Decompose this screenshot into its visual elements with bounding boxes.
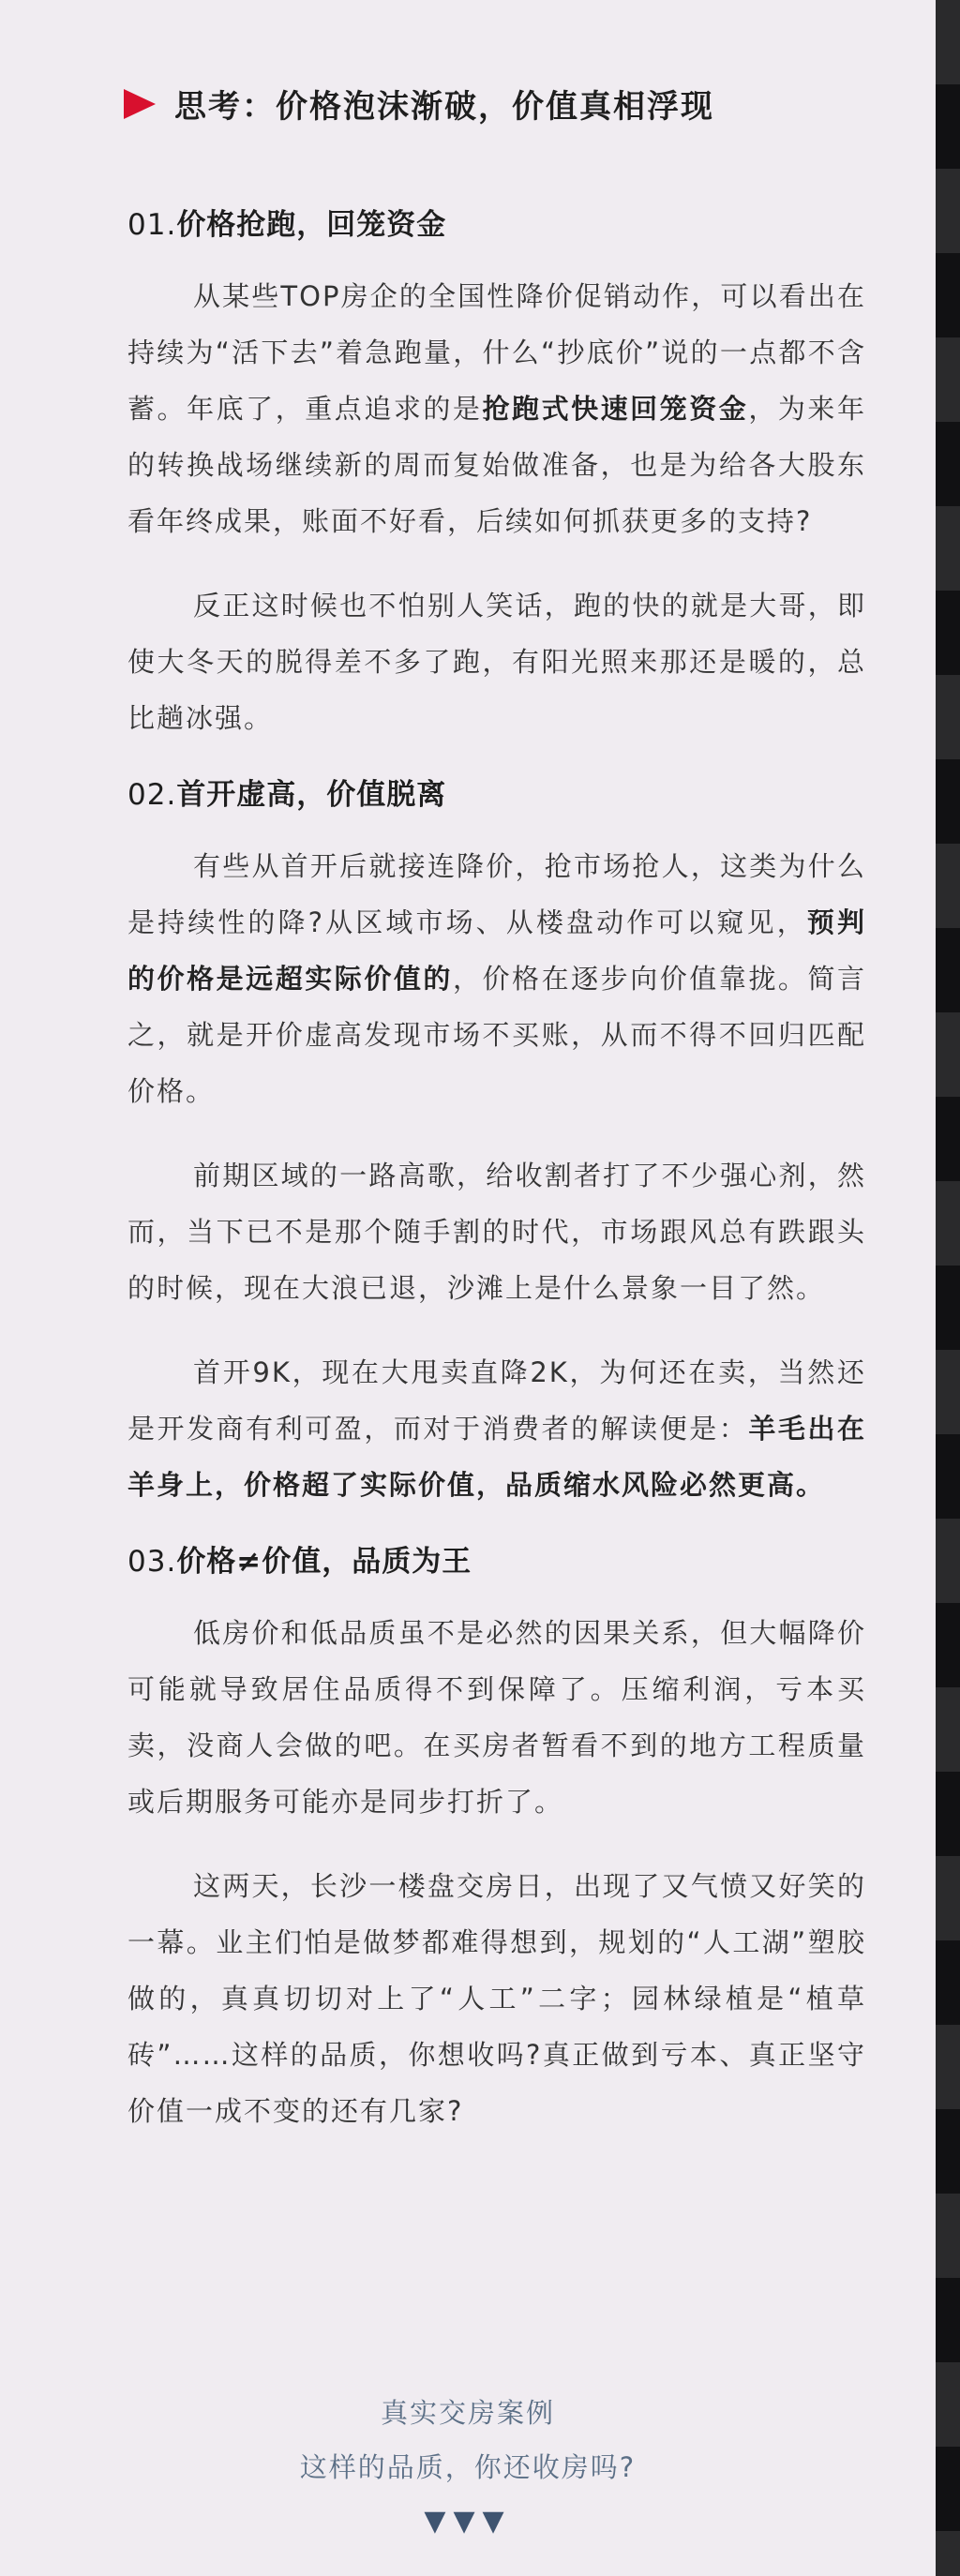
section-title-text: 价格抢跑，回笼资金 bbox=[176, 208, 447, 242]
section-title bbox=[128, 774, 866, 816]
paragraph bbox=[128, 1344, 866, 1513]
footer-line-1: 真实交房案例 bbox=[380, 2397, 555, 2429]
text-run: ，价格在逐步向价值靠拢。简言之，就是开价虚高发现市场不买账，从而不得不回归匹配价格。 bbox=[128, 963, 866, 1107]
heading bbox=[124, 81, 714, 127]
section-number: 02. bbox=[128, 778, 177, 812]
text-run: 从某些TOP房企的全国性降价促销动作，可以看出在持续为“活下去”着急跑量，什么“抄底价”说的一点都不含蓄。年底了，重点追求的是 bbox=[128, 280, 866, 425]
bold-text: 抢跑式快速回笼资金 bbox=[482, 393, 749, 425]
text-run: 反正这时候也不怕别人笑话，跑的快的就是大哥，即使大冬天的脱得差不多了跑，有阳光照来那还是暖的，总比趟冰强。 bbox=[128, 590, 866, 734]
text-run: ，为来年的转换战场继续新的周而复始做准备，也是为给各大股东看年终成果，账面不好看，后续如何抓获更多的支持? bbox=[128, 393, 866, 537]
section-title bbox=[128, 204, 866, 246]
text-run: 这两天，长沙一楼盘交房日，出现了又气愤又好笑的一幕。业主们怕是做梦都难得想到，规划的“人工湖”塑胶做的，真真切切对上了“人工”二字；园林绿植是“植草砖”……这样的品质，你想收吗?真正做到亏本、真正坚守价值一成不变的还有几家? bbox=[128, 1870, 866, 2127]
paragraph bbox=[128, 268, 866, 549]
heading-text: 思考：价格泡沫渐破，价值真相浮现 bbox=[174, 88, 714, 126]
play-triangle-icon bbox=[124, 89, 156, 119]
side-stripe bbox=[936, 0, 960, 2576]
paragraph bbox=[128, 1147, 866, 1316]
paragraph bbox=[128, 1605, 866, 1830]
footer bbox=[0, 2386, 936, 2549]
paragraph bbox=[128, 838, 866, 1119]
text-run: 前期区域的一路高歌，给收割者打了不少强心剂，然而，当下已不是那个随手割的时代，市场跟风总有跌跟头的时候，现在大浪已退，沙滩上是什么景象一目了然。 bbox=[128, 1160, 866, 1304]
section-title-text: 首开虚高，价值脱离 bbox=[176, 778, 447, 812]
text-run: 首开9K，现在大甩卖直降2K，为何还在卖，当然还是开发商有利可盈，而对于消费者的解读便是： bbox=[128, 1356, 866, 1445]
section-number: 01. bbox=[128, 208, 177, 242]
section-title-text: 价格≠价值，品质为王 bbox=[176, 1545, 472, 1579]
paragraph bbox=[128, 577, 866, 746]
text-run: 有些从首开后就接连降价，抢市场抢人，这类为什么是持续性的降?从区域市场、从楼盘动作可以窥见， bbox=[128, 850, 866, 938]
paragraph bbox=[128, 1858, 866, 2139]
bold-text: 羊毛出在羊身上，价格超了实际价值，品质缩水风险必然更高。 bbox=[128, 1413, 866, 1501]
section-number: 03. bbox=[128, 1545, 177, 1579]
text-run: 低房价和低品质虽不是必然的因果关系，但大幅降价可能就导致居住品质得不到保障了。压缩利润，亏本买卖，没商人会做的吧。在买房者暂看不到的地方工程质量或后期服务可能亦是同步打折了。 bbox=[128, 1617, 866, 1818]
footer-line-2: 这样的品质，你还收房吗? bbox=[299, 2451, 637, 2483]
down-arrows-icon: ▼▼▼ bbox=[424, 2505, 512, 2538]
article-body bbox=[128, 204, 866, 2167]
bold-text: 预判的价格是远超实际价值的 bbox=[128, 906, 866, 995]
section-title bbox=[128, 1541, 866, 1582]
